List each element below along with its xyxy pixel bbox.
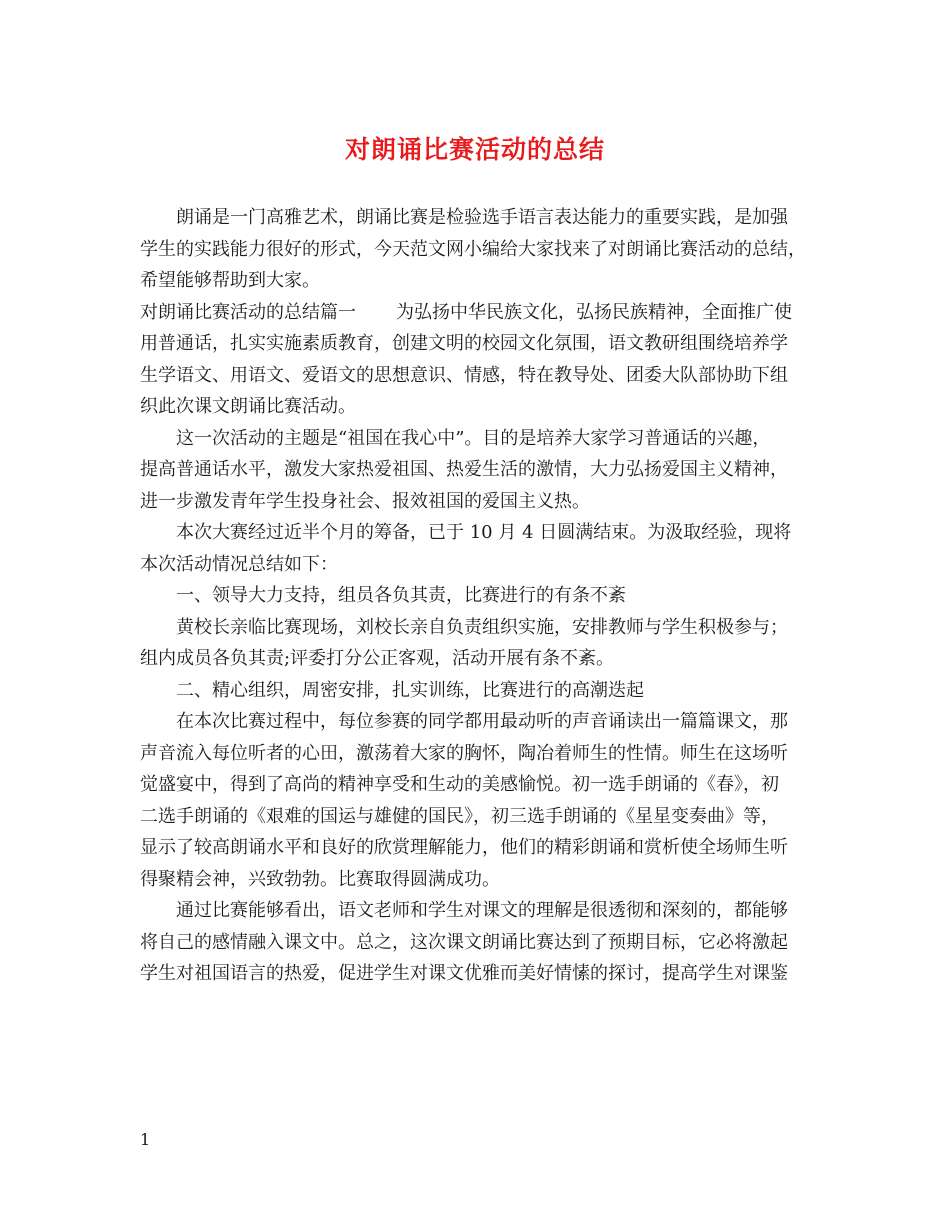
text-line: 二、精心组织，周密安排，扎实训练，比赛进行的高潮迭起 [176, 679, 644, 701]
text-line: 通过比赛能够看出，语文老师和学生对课文的理解是很透彻和深刻的，都能够 [176, 900, 788, 921]
text-line: 学生的实践能力很好的形式，今天范文网小编给大家找来了对朗诵比赛活动的总结， [140, 238, 806, 260]
text-line: 在本次比赛过程中，每位参赛的同学都用最动听的声音诵读出一篇篇课文，那 [176, 711, 788, 732]
text-line: 用普通话，扎实实施素质教育，创建文明的校园文化氛围，语文教研组围绕培养学 [140, 333, 788, 354]
document-title: 对朗诵比赛活动的总结 [344, 135, 605, 164]
text-line: 这一次活动的主题是“祖国在我心中”。目的是培养大家学习普通话的兴趣， [176, 427, 771, 449]
page-number: 1 [140, 1130, 151, 1149]
text-line: 本次活动情况总结如下： [140, 553, 338, 575]
text-line: 希望能够帮助到大家。 [140, 270, 320, 291]
text-line: 为弘扬中华民族文化，弘扬民族精神，全面推广使 [396, 301, 792, 323]
text-line: 生学语文、用语文、爱语文的思想意识、情感，特在教导处、团委大队部协助下组 [140, 364, 788, 386]
text-line: 学生对祖国语言的热爱，促进学生对课文优雅而美好情愫的探讨，提高学生对课鉴 [140, 963, 788, 984]
text-line: 提高普通话水平，激发大家热爱祖国、热爱生活的激情，大力弘扬爱国主义精神， [140, 459, 788, 480]
text-line: 进一步激发青年学生投身社会、报效祖国的爱国主义热。 [140, 490, 590, 512]
text-line: 朗诵是一门高雅艺术，朗诵比赛是检验选手语言表达能力的重要实践，是加强 [176, 207, 788, 228]
text-line: 声音流入每位听者的心田，激荡着大家的胸怀，陶冶着师生的性情。师生在这场听 [140, 742, 788, 764]
text-line: 黄校长亲临比赛现场，刘校长亲自负责组织实施，安排教师与学生积极参与； [176, 616, 788, 638]
section-heading-line [140, 297, 816, 329]
text-line: 得聚精会神，兴致勃勃。比赛取得圆满成功。 [140, 868, 500, 890]
text-line: 将自己的感情融入课文中。总之，这次课文朗诵比赛达到了预期目标，它必将激起 [140, 931, 788, 953]
document-body [140, 202, 816, 990]
text-line: 本次大赛经过近半个月的筹备，已于 10 月 4 日圆满结束。为汲取经验，现将 [176, 522, 792, 543]
section-heading: 对朗诵比赛活动的总结篇一 [140, 301, 356, 323]
text-line: 二选手朗诵的《艰难的国运与雄健的国民》，初三选手朗诵的《星星变奏曲》等， [140, 805, 779, 827]
text-line: 组内成员各负其责;评委打分公正客观，活动开展有条不紊。 [140, 648, 615, 669]
text-line: 觉盛宴中，得到了高尚的精神享受和生动的美感愉悦。初一选手朗诵的《春》，初 [140, 774, 779, 795]
text-line: 显示了较高朗诵水平和良好的欣赏理解能力，他们的精彩朗诵和赏析使全场师生听 [140, 837, 788, 858]
text-line: 一、领导大力支持，组员各负其责，比赛进行的有条不紊 [176, 585, 626, 606]
text-line: 织此次课文朗诵比赛活动。 [140, 396, 356, 417]
